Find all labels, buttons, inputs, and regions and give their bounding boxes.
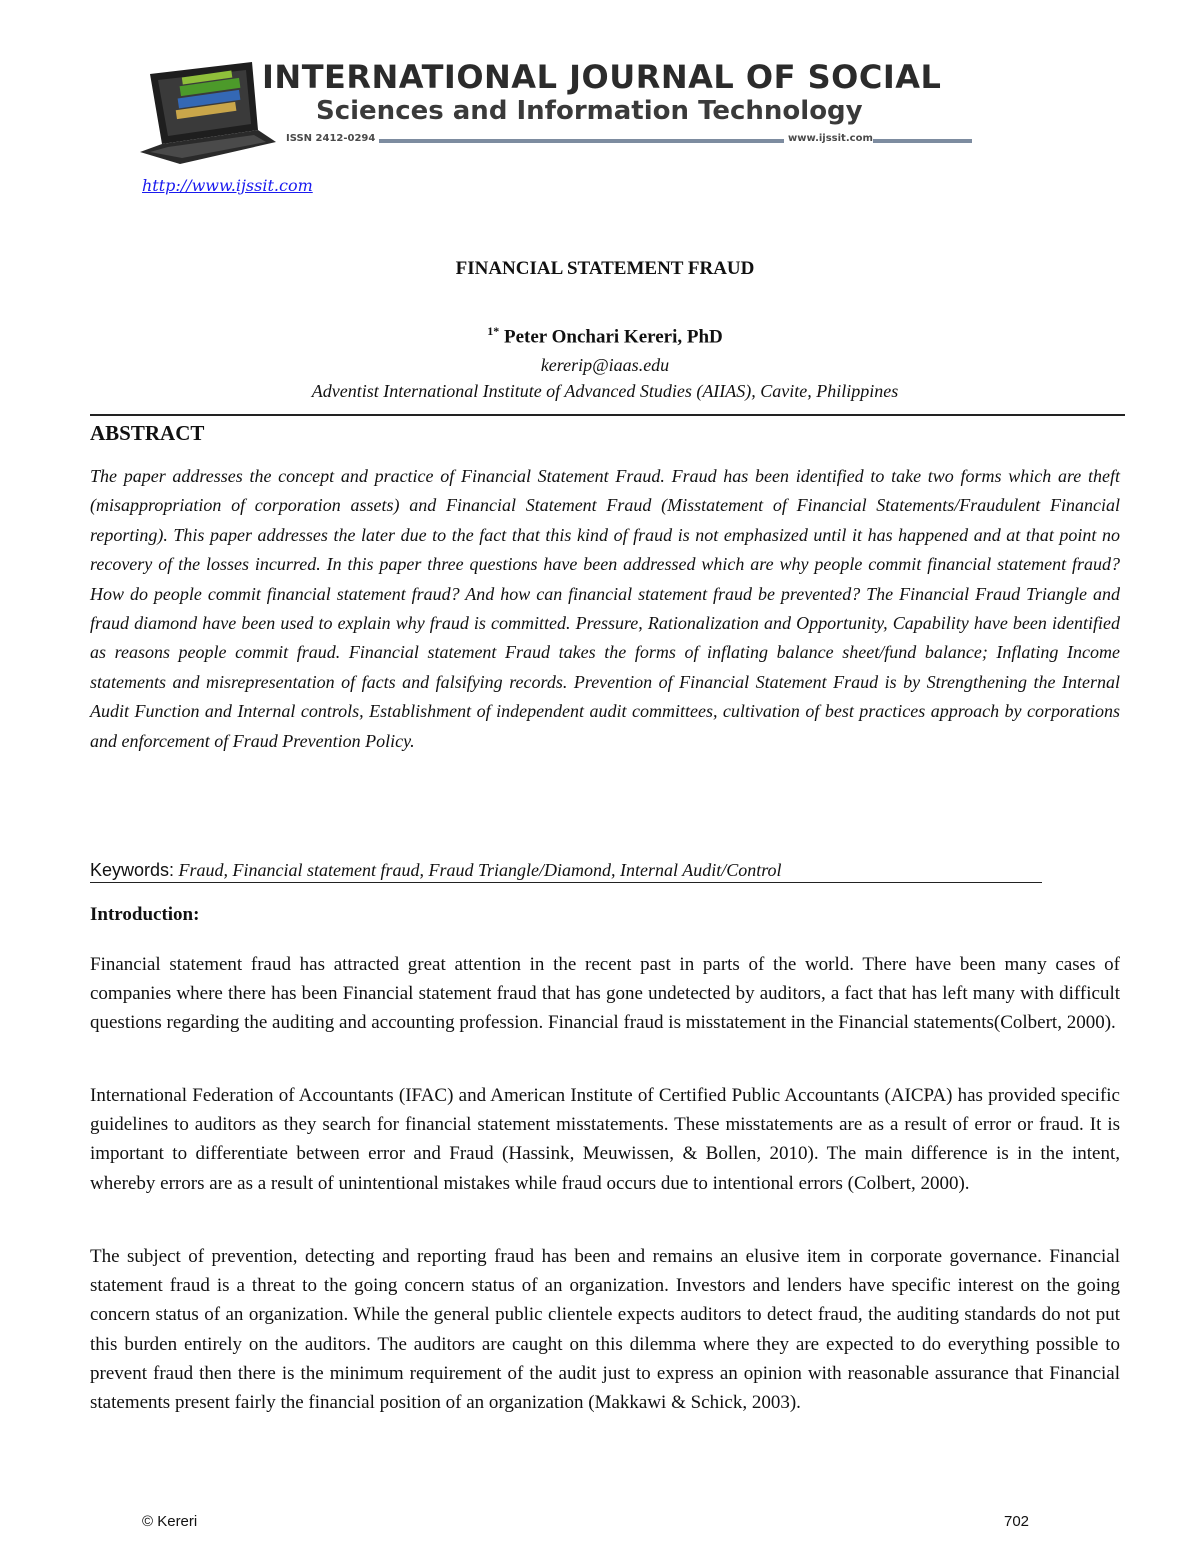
author-affiliation: Adventist International Institute of Advanced Studies (AIIAS), Cavite, Philippines bbox=[311, 381, 899, 401]
keywords-label: Keywords: bbox=[90, 860, 175, 880]
journal-masthead bbox=[140, 52, 990, 172]
intro-paragraph-2: International Federation of Accountants (IFAC) and American Institute of Certified Public Accountants (AICPA) has provided specific guidelines to auditors as they search for financial statement misstatements. These misstatements are as a result of error or fraud. It is important to differentiate between error and Fraud (Hassink, Meuwissen, & Bollen, 2010). The main difference is in the intent, whereby errors are as a result of unintentional mistakes while fraud occurs due to intentional errors (Colbert, 2000). bbox=[90, 1085, 1120, 1194]
laptop-books-logo-icon bbox=[140, 52, 280, 172]
footer-copyright: © Kereri bbox=[142, 1513, 198, 1530]
journal-website-link[interactable]: http://www.ijssit.com bbox=[142, 176, 313, 195]
author-marker: 1* bbox=[487, 324, 500, 338]
author-email: kererip@iaas.edu bbox=[540, 355, 670, 375]
abstract-text: The paper addresses the concept and practice of Financial Statement Fraud. Fraud has been identified to take two forms which are theft (misappropriation of corporation assets) and Financial Statement Fraud (Misstatement of Financial Statements/Fraudulent Financial reporting). This paper addresses the later due to the fact that this kind of fraud is not emphasized until it has happened and at that point no recovery of the losses incurred. In this paper three questions have been addressed which are why people commit financial statement fraud? How do people commit financial statement fraud? And how can financial statement fraud be prevented? The Financial Fraud Triangle and fraud diamond have been used to explain why fraud is committed. Pressure, Rationalization and Opportunity, Capability have been identified as reasons people commit fraud. Financial statement Fraud takes the forms of inflating balance sheet/fund balance; Inflating Income statements and misrepresentation of facts and falsifying records. Prevention of Financial Statement Fraud is by Strengthening the Internal Audit Function and Internal controls, Establishment of independent audit committees, cultivation of best practices approach by corporations and enforcement of Fraud Prevention Policy. bbox=[90, 466, 1120, 751]
author-name: Peter Onchari Kereri, PhD bbox=[503, 326, 723, 348]
header-divider bbox=[90, 414, 1125, 416]
intro-paragraph-3: The subject of prevention, detecting and reporting fraud has been and remains an elusive item in corporate governance. Financial statement fraud is a threat to the going concern status of an organization. Investors and lenders have specific interest on the going concern status of an organization. While the general public clientele expects auditors to detect fraud, the auditing standards do not put this burden entirely on the auditors. The auditors are caught on this dilemma where they are expected to do everything possible to prevent fraud then there is the minimum requirement of the audit just to express an opinion with reasonable assurance that Financial statements present fairly the financial position of an organization (Makkawi & Schick, 2003). bbox=[90, 1246, 1120, 1414]
author-line bbox=[90, 324, 1120, 348]
keywords-line bbox=[90, 860, 1042, 883]
paper-title: FINANCIAL STATEMENT FRAUD bbox=[455, 258, 755, 279]
journal-title-line1: INTERNATIONAL JOURNAL OF SOCIAL bbox=[262, 58, 942, 96]
masthead-site: www.ijssit.com bbox=[784, 133, 873, 144]
footer-page-number: 702 bbox=[1004, 1513, 1030, 1530]
abstract-heading: ABSTRACT bbox=[90, 421, 205, 445]
intro-paragraph-1: Financial statement fraud has attracted great attention in the recent past in parts of the world. There have been many cases of companies where there has been Financial statement fraud that has gone undetected by auditors, a fact that has left many with difficult questions regarding the auditing and accounting profession. Financial fraud is misstatement in the Financial statements(Colbert, 2000). bbox=[90, 954, 1120, 1034]
keywords-text: Fraud, Financial statement fraud, Fraud Triangle/Diamond, Internal Audit/Control bbox=[178, 860, 782, 880]
issn-label: ISSN 2412-0294 bbox=[286, 133, 379, 144]
introduction-heading: Introduction: bbox=[90, 904, 200, 925]
journal-title-line2: Sciences and Information Technology bbox=[316, 96, 863, 126]
